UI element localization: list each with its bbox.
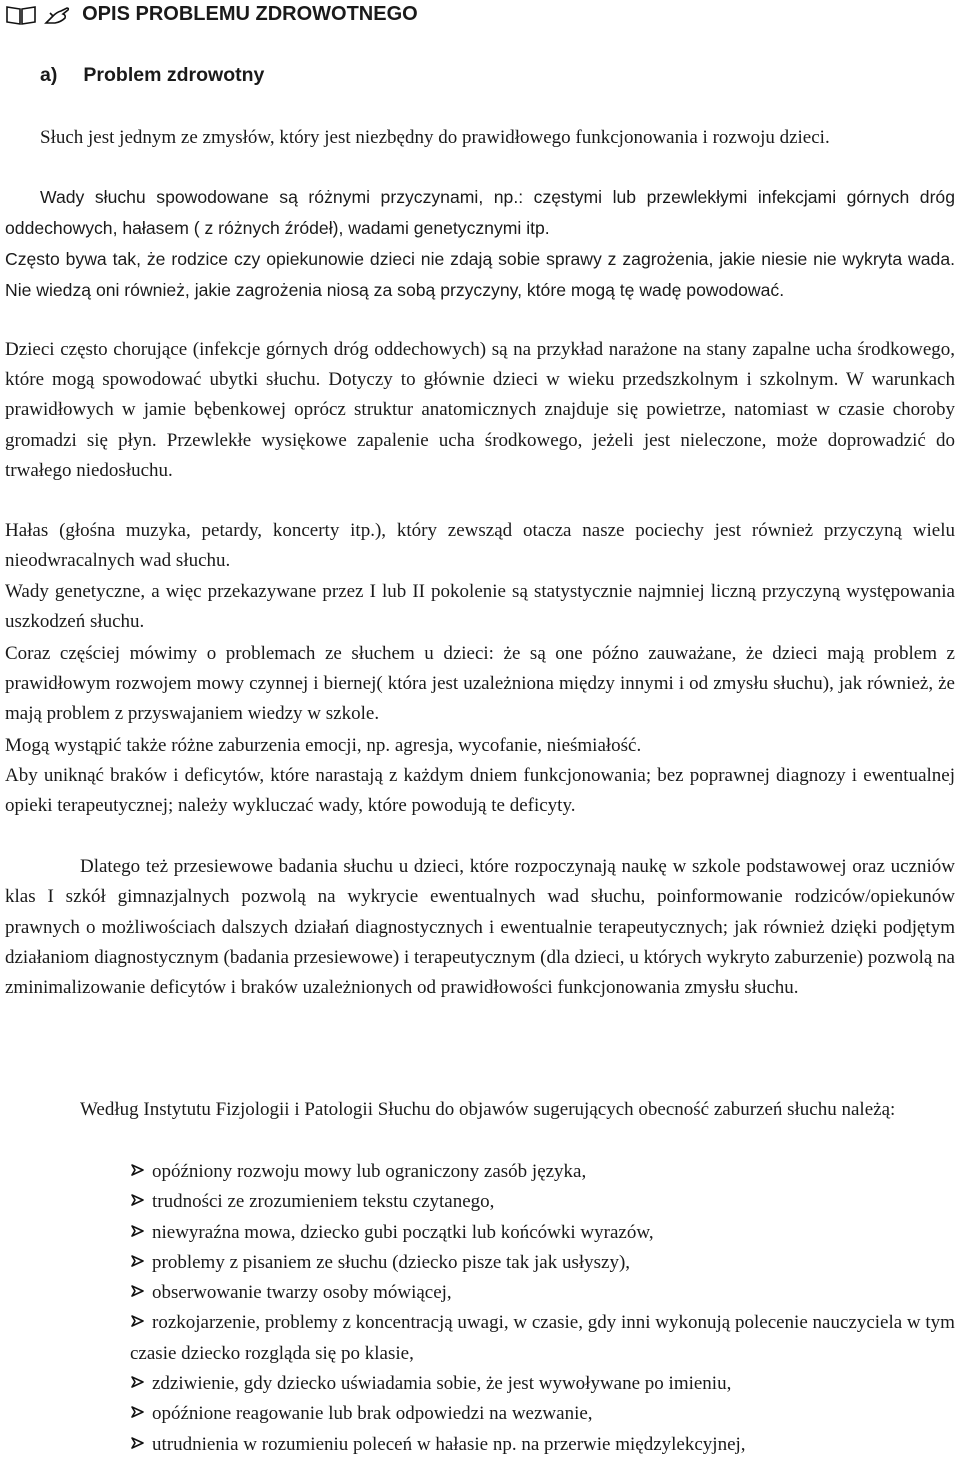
- list-item: [130, 1157, 960, 1187]
- paragraph-noise: Hałas (głośna muzyka, petardy, koncerty itp.), który zewsząd otacza nasze pociechy jest również przyczyną wielu nieodwracalnych wad słuchu.: [5, 520, 955, 572]
- subsection-heading: [40, 61, 264, 89]
- subsection-title: Problem zdrowotny: [83, 64, 265, 86]
- list-item: [130, 1308, 960, 1369]
- paragraph-hearing-defect-causes: Wady słuchu spowodowane są różnymi przyczynami, np.: częstymi lub przewlekłymi infekcjami górnych dróg oddechowych, hałasem ( z różnych źródeł), wadami genetycznymi itp.: [5, 187, 955, 238]
- paragraph-hearing-importance: Słuch jest jednym ze zmysłów, który jest niezbędny do prawidłowego funkcjonowania i rozwoju dzieci.: [40, 127, 830, 148]
- arrow-bullet-icon: [130, 1369, 152, 1399]
- list-item-text: utrudnienia w rozumieniu poleceń w hałasie np. na przerwie międzylekcyjnej,: [152, 1433, 746, 1455]
- arrow-bullet-icon: [130, 1399, 152, 1429]
- list-item: [130, 1430, 960, 1460]
- list-item-text: opóźnione reagowanie lub brak odpowiedzi na wezwanie,: [152, 1403, 593, 1425]
- list-item-text: obserwowanie twarzy osoby mówiącej,: [152, 1282, 452, 1304]
- section-heading-title: OPIS PROBLEMU ZDROWOTNEGO: [82, 3, 418, 25]
- writing-hand-icon: [43, 4, 71, 26]
- arrow-bullet-icon: [130, 1157, 152, 1187]
- arrow-bullet-icon: [130, 1187, 152, 1217]
- list-item: [130, 1218, 960, 1248]
- list-item-text: opóźniony rozwoju mowy lub ograniczony zasób języka,: [152, 1161, 587, 1182]
- arrow-bullet-icon: [130, 1278, 152, 1308]
- arrow-bullet-icon: [130, 1218, 152, 1248]
- paragraph-avoid-deficits: Aby uniknąć braków i deficytów, które narastają z każdym dniem funkcjonowania; bez poprawnej diagnozy i ewentualnej opieki terapeutycznej; należy wykluczać wady, które powodują te deficyty.: [5, 765, 955, 817]
- paragraph-emotional-disorders: Mogą wystąpić także różne zaburzenia emocji, np. agresja, wycofanie, nieśmiałość.: [5, 735, 642, 756]
- list-item: [130, 1399, 960, 1429]
- paragraph-symptoms-intro: Według Instytutu Fizjologii i Patologii Słuchu do objawów sugerujących obecność zaburzeń słuchu należą:: [80, 1099, 896, 1120]
- list-item-text: problemy z pisaniem ze słuchu (dziecko pisze tak jak usłyszy),: [152, 1251, 631, 1273]
- arrow-bullet-icon: [130, 1308, 152, 1338]
- list-item-text: zdziwienie, gdy dziecko uświadamia sobie, że jest wywoływane po imieniu,: [152, 1373, 732, 1395]
- list-item: [130, 1248, 960, 1278]
- list-item: [130, 1369, 960, 1399]
- paragraph-genetic-defects: Wady genetyczne, a więc przekazywane przez I lub II pokolenie są statystycznie najmniej liczną przyczyną występowania uszkodzeń słuchu.: [5, 581, 955, 633]
- list-item-text: rozkojarzenie, problemy z koncentracją uwagi, w czasie, gdy inni wykonują polecenie nauczyciela w tym czasie dziecko rozgląda się po klasie,: [130, 1312, 955, 1364]
- list-item: [130, 1278, 960, 1308]
- arrow-bullet-icon: [130, 1248, 152, 1278]
- paragraph-parents-awareness: Często bywa tak, że rodzice czy opiekunowie dzieci nie zdają sobie sprawy z zagrożenia, jakie niesie nie wykryta wada. Nie wiedzą oni również, jakie zagrożenia niosą za sobą przyczyny, które mogą tę wadę powodować.: [5, 249, 955, 300]
- list-item-text: trudności ze zrozumieniem tekstu czytanego,: [152, 1191, 495, 1213]
- open-book-icon: [5, 4, 37, 26]
- list-item: [130, 1187, 960, 1217]
- paragraph-middle-ear-infections: Dzieci często chorujące (infekcje górnych dróg oddechowych) są na przykład narażone na stany zapalne ucha środkowego, które mogą spowodować ubytki słuchu. Dotyczy to głównie dzieci w wieku przedszkolnym i szkolnym. W warunkach prawidłowych w jamie bębenkowej oprócz struktur anatomicznych znajduje się powietrze, natomiast w czasie choroby gromadzi się płyn. Przewlekłe wysiękowe zapalenie ucha środkowego, jeżeli jest nieleczone, może doprowadzić do trwałego niedosłuchu.: [5, 339, 955, 481]
- paragraph-speech-development: Coraz częściej mówimy o problemach ze słuchem u dzieci: że są one późno zauważane, że dzieci mają problem z prawidłowym rozwojem mowy czynnej i biernej( która jest uzależniona między innymi i od zmysłu słuchu), jak również, że mają problem z przyswajaniem wiedzy w szkole.: [5, 643, 955, 725]
- section-heading: [5, 0, 418, 28]
- list-item-text: niewyraźna mowa, dziecko gubi początki lub końcówki wyrazów,: [152, 1221, 654, 1243]
- paragraph-screening-purpose: Dlatego też przesiewowe badania słuchu u dzieci, które rozpoczynają naukę w szkole podstawowej oraz uczniów klas I szkół gimnazjalnych pozwolą na wykrycie ewentualnych wad słuchu, poinformowanie rodziców/opiekunów prawnych o możliwościach dalszych działań diagnostycznych i ewentualnie terapeutycznych; jak również dzięki podjętym działaniom diagnostycznym (badania przesiewowe) i terapeutycznym (dla dzieci, u których wykryto zaburzenie) pozwolą na zminimalizowanie deficytów i braków uzależnionych od prawidłowości funkcjonowania zmysłu słuchu.: [5, 856, 955, 999]
- subsection-marker: a): [40, 64, 58, 86]
- arrow-bullet-icon: [130, 1430, 152, 1460]
- heading-icons: [5, 1, 71, 29]
- symptoms-list: [130, 1157, 960, 1460]
